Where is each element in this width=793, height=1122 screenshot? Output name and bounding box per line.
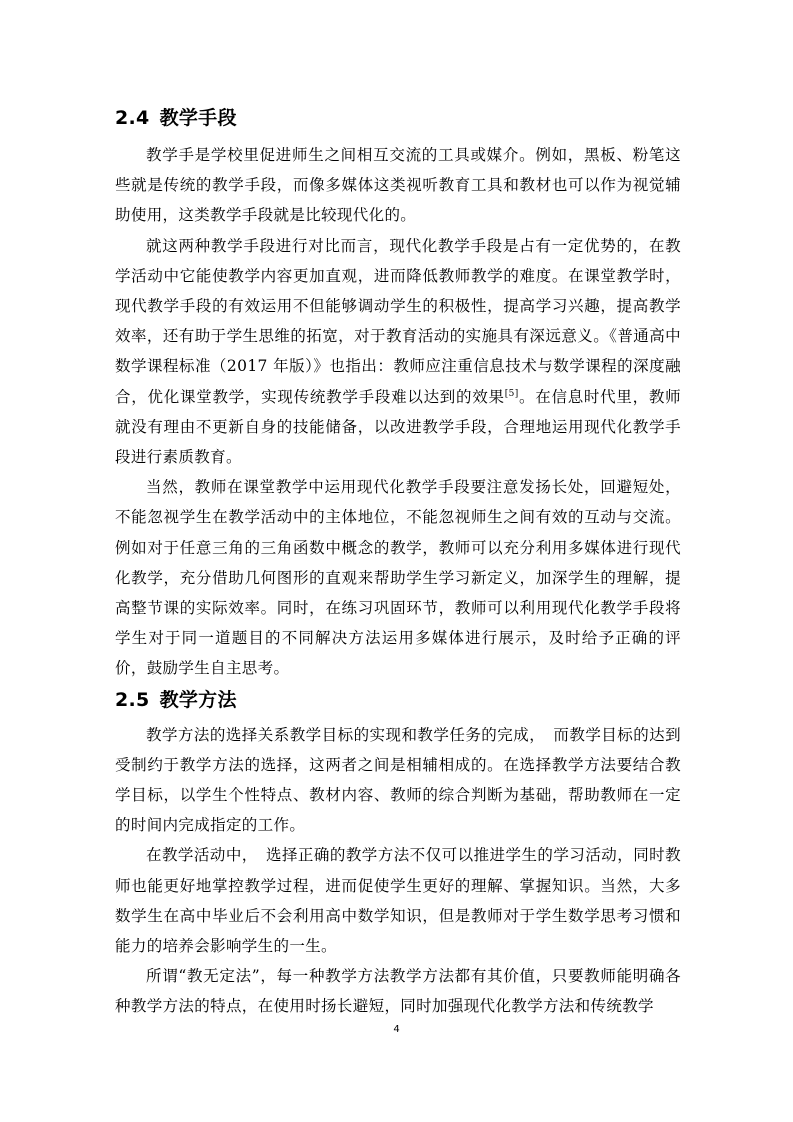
- section-number: 2.5: [115, 688, 150, 711]
- paragraph: 所谓“教无定法”，每一种教学方法教学方法都有其价值，只要教师能明确各种教学方法的特点，在使用时扬长避短，同时加强现代化教学方法和传统教学: [115, 967, 681, 1016]
- section-heading-2-5: [115, 684, 681, 716]
- paragraph: 教学手是学校里促进师生之间相互交流的工具或媒介。例如，黑板、粉笔这些就是传统的教学手段，而像多媒体这类视听教育工具和教材也可以作为视觉辅助使用，这类教学手段就是比较现代化的。: [115, 146, 681, 225]
- section-number: 2.4: [115, 107, 150, 129]
- paragraph-text: 就这两种教学手段进行对比而言，现代化教学手段是占有一定优势的，在教学活动中它能使教学内容更加直观，进而降低教师教学的难度。在课堂教学时，现代教学手段的有效运用不但能够调动学生的积极性，提高学习兴趣，提高教学效率，还有助于学生思维的拓宽，对于教育活动的实施具有深远意义。《普通高中数学课程标准（2017 年版）》也指出：教师应注重信息技术与数学课程的深度融合，优化课堂教学，实现传统教学手段难以达到的效果: [115, 236, 681, 406]
- paragraph: 教学方法的选择关系教学目标的实现和教学任务的完成， 而教学目标的达到受制约于教学方法的选择，这两者之间是相辅相成的。在选择教学方法要结合教学目标，以学生个性特点、教材内容、教师的综合判断为基础，帮助教师在一定的时间内完成指定的工作。: [115, 725, 681, 835]
- paragraph: 在教学活动中， 选择正确的教学方法不仅可以推进学生的学习活动，同时教师也能更好地掌控教学过程，进而促使学生更好的理解、掌握知识。当然，大多数学生在高中毕业后不会利用高中数学知识，但是教师对于学生数学思考习惯和能力的培养会影响学生的一生。: [115, 846, 681, 956]
- page-body: [115, 100, 681, 1022]
- paragraph-text: 。在信息时代里，教师就没有理由不更新自身的技能储备，以改进教学手段，合理地运用现代化教学手段进行素质教育。: [115, 387, 681, 467]
- page-number: 4: [393, 1024, 400, 1035]
- section-heading-2-4: [115, 102, 681, 134]
- section-title: 教学方法: [159, 688, 237, 711]
- section-title: 教学手段: [159, 107, 237, 129]
- citation-ref: [5]: [504, 388, 519, 399]
- paragraph: 当然，教师在课堂教学中运用现代化教学手段要注意发扬长处，回避短处，不能忽视学生在教学活动中的主体地位，不能忽视师生之间有效的互动与交流。例如对于任意三角的三角函数中概念的教学，教师可以充分利用多媒体进行现代化教学，充分借助几何图形的直观来帮助学生学习新定义，加深学生的理解，提高整节课的实际效率。同时，在练习巩固环节，教师可以利用现代化教学手段将学生对于同一道题目的不同解决方法运用多媒体进行展示，及时给予正确的评价，鼓励学生自主思考。: [115, 478, 681, 678]
- paragraph: [115, 231, 681, 473]
